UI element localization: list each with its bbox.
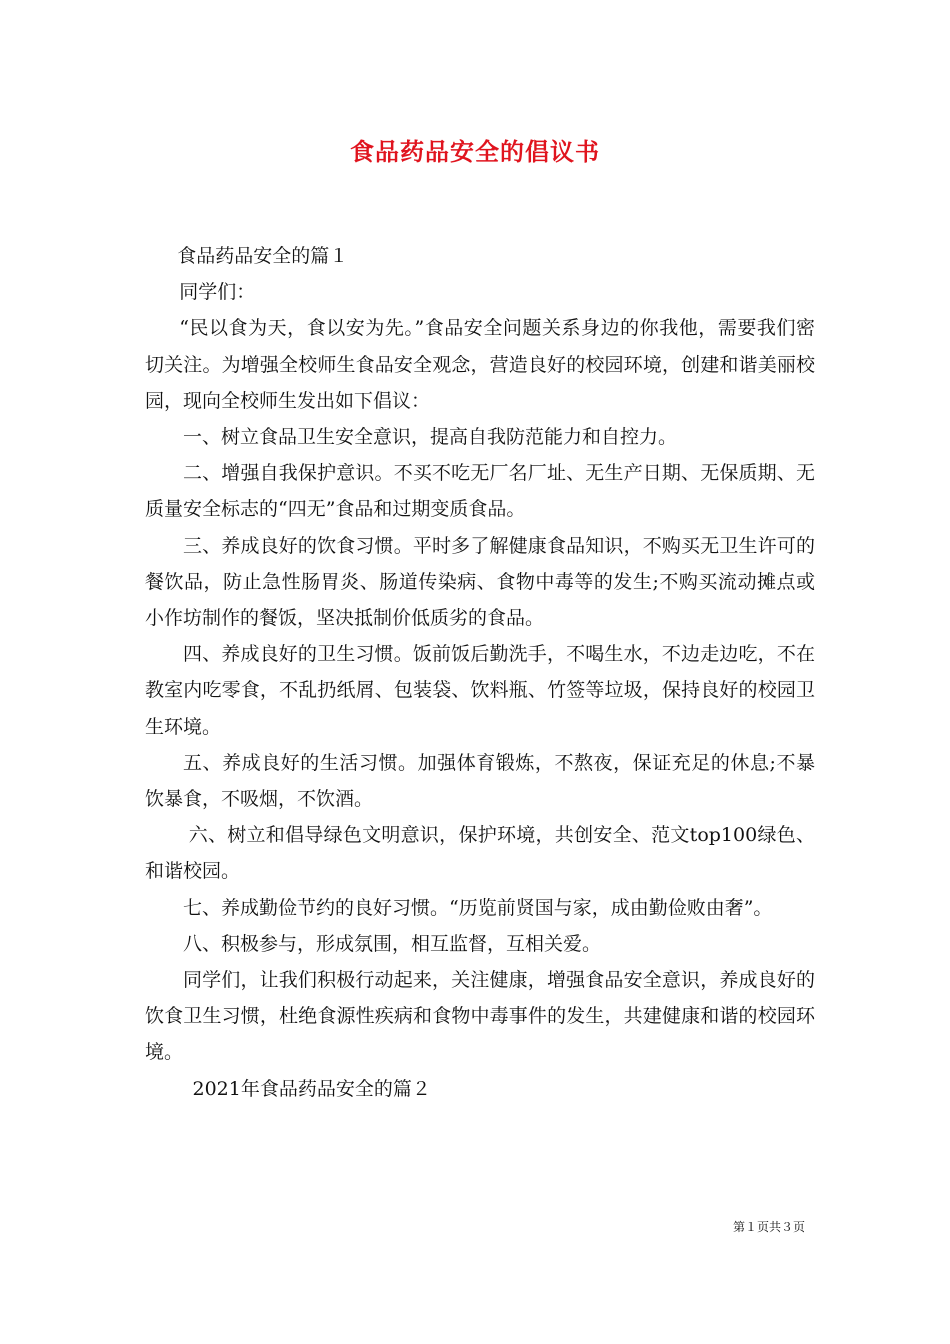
document-title: 食品药品安全的倡议书: [350, 137, 600, 166]
document-body: [145, 238, 815, 1107]
paragraph: 二、增强自我保护意识。不买不吃无厂名厂址、无生产日期、无保质期、无质量安全标志的“四无”食品和过期变质食品。: [145, 462, 815, 521]
section-heading: 食品药品安全的篇１: [177, 245, 349, 267]
paragraph: “民以食为天，食以安为先。”食品安全问题关系身边的你我他，需要我们密切关注。为增强全校师生食品安全观念，营造良好的校园环境，创建和谐美丽校园，现向全校师生发出如下倡议：: [145, 317, 815, 412]
paragraph: 同学们，让我们积极行动起来，关注健康，增强食品安全意识，养成良好的饮食卫生习惯，杜绝食源性疾病和食物中毒事件的发生，共建健康和谐的校园环境。: [145, 969, 815, 1064]
paragraph: 五、养成良好的生活习惯。加强体育锻炼，不熬夜，保证充足的休息;不暴饮暴食，不吸烟，不饮酒。: [145, 751, 815, 811]
section-heading: 2021年食品药品安全的篇２: [192, 1077, 431, 1100]
paragraph: 三、养成良好的饮食习惯。平时多了解健康食品知识，不购买无卫生许可的餐饮品，防止急性肠胃炎、肠道传染病、食物中毒等的发生;不购买流动摊点或小作坊制作的餐饭，坚决抵制价低质劣的食品。: [145, 534, 815, 630]
paragraph: 一、树立食品卫生安全意识，提高自我防范能力和自控力。: [183, 426, 678, 449]
salutation: 同学们：: [179, 281, 256, 304]
paragraph: 七、养成勤俭节约的良好习惯。“历览前贤国与家，成由勤俭败由奢”。: [183, 896, 773, 919]
paragraph: 八、积极参与，形成氛围，相互监督，互相关爱。: [183, 932, 602, 955]
paragraph: 四、养成良好的卫生习惯。饭前饭后勤洗手，不喝生水，不边走边吃，不在教室内吃零食，不乱扔纸屑、包装袋、饮料瓶、竹签等垃圾，保持良好的校园卫生环境。: [145, 643, 815, 738]
paragraph: 六、树立和倡导绿色文明意识，保护环境，共创安全、范文top100绿色、和谐校园。: [145, 824, 815, 883]
page-number: 第１页共３页: [732, 1220, 805, 1234]
